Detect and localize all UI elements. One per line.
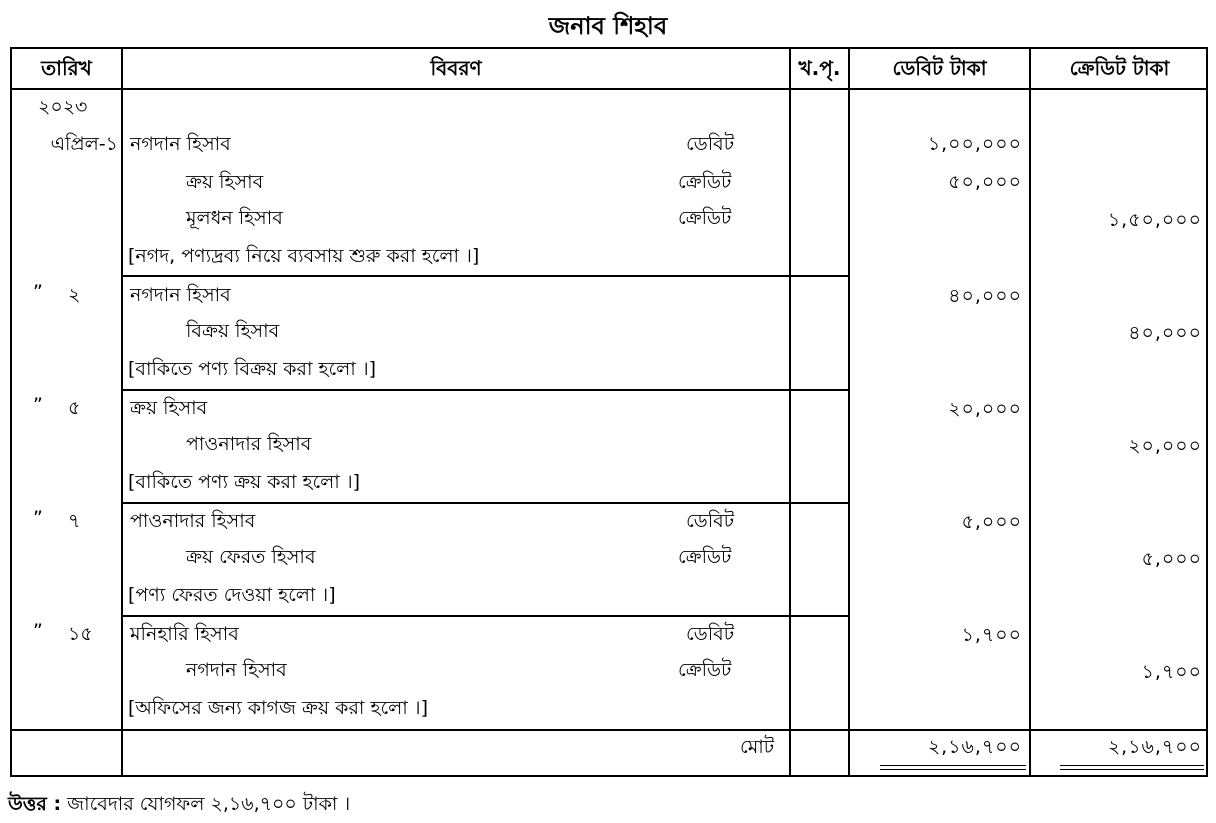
narration: [বাকিতে পণ্য ক্রয় করা হলো ।] <box>128 471 361 493</box>
narration: [বাকিতে পণ্য বিক্রয় করা হলো ।] <box>128 358 377 380</box>
header-description: বিবরণ <box>430 56 482 80</box>
account-name: বিক্রয় হিসাব <box>186 320 280 342</box>
account-name: নগদান হিসাব <box>186 659 287 681</box>
header-ledger-page: খ.পৃ. <box>798 56 841 80</box>
narration: [অফিসের জন্য কাগজ ক্রয় করা হলো ।] <box>128 697 428 719</box>
total-debit: ২,১৬,৭০০ <box>927 736 1022 758</box>
ditto-mark: ” <box>33 281 43 303</box>
credit-amount: ১,৭০০ <box>1141 661 1202 683</box>
answer-line <box>8 790 350 822</box>
total-credit-underline <box>1060 765 1204 770</box>
answer-label: উত্তর : <box>8 793 62 815</box>
entry-side: ক্রেডিট <box>678 546 732 568</box>
entry-date: ৫ <box>68 397 81 419</box>
account-name: মূলধন হিসাব <box>186 207 283 229</box>
entry-side: ডেবিট <box>686 623 735 645</box>
total-debit-underline <box>880 765 1026 770</box>
entry-divider <box>121 389 850 391</box>
debit-amount: ১,৭০০ <box>961 624 1022 646</box>
entry-side: ডেবিট <box>686 510 735 532</box>
total-label: মোট <box>740 736 775 758</box>
account-name: মনিহারি হিসাব <box>130 623 239 645</box>
entry-divider <box>121 615 850 617</box>
entry-date: ২ <box>68 284 81 306</box>
narration: [নগদ, পণ্যদ্রব্য নিয়ে ব্যবসায় শুরু করা হলো ।] <box>128 245 480 267</box>
narration: [পণ্য ফেরত দেওয়া হলো ।] <box>128 584 336 606</box>
entry-date: এপ্রিল-১ <box>50 133 118 155</box>
account-name: ক্রয় হিসাব <box>186 171 264 193</box>
column-divider <box>121 47 123 777</box>
header-credit: ক্রেডিট টাকা <box>1069 56 1170 80</box>
entry-side: ক্রেডিট <box>678 171 732 193</box>
debit-amount: ৫,০০০ <box>961 511 1022 533</box>
account-name: ক্রয় হিসাব <box>130 397 208 419</box>
entry-side: ডেবিট <box>686 133 735 155</box>
debit-amount: ২০,০০০ <box>948 398 1022 420</box>
entry-side: ক্রেডিট <box>678 207 732 229</box>
account-name: নগদান হিসাব <box>130 133 231 155</box>
credit-amount: ৪০,০০০ <box>1128 322 1202 344</box>
ditto-mark: ” <box>33 620 43 642</box>
header-debit: ডেবিট টাকা <box>892 56 987 80</box>
ditto-mark: ” <box>33 507 43 529</box>
total-divider <box>10 729 1208 731</box>
year-label: ২০২৩ <box>38 96 88 118</box>
header-date: তারিখ <box>41 56 92 80</box>
account-name: পাওনাদার হিসাব <box>186 433 312 455</box>
column-divider <box>789 47 791 777</box>
account-name: পাওনাদার হিসাব <box>130 510 256 532</box>
entry-date: ৭ <box>68 510 81 532</box>
ditto-mark: ” <box>33 394 43 416</box>
entry-side: ক্রেডিট <box>678 659 732 681</box>
page-title: জনাব শিহাব <box>548 12 668 40</box>
credit-amount: ২০,০০০ <box>1128 435 1202 457</box>
answer-text: জাবেদার যোগফল ২,১৬,৭০০ টাকা । <box>67 793 351 815</box>
entry-divider <box>121 275 850 277</box>
debit-amount: ৫০,০০০ <box>948 171 1022 193</box>
credit-amount: ১,৫০,০০০ <box>1107 209 1202 231</box>
account-name: নগদান হিসাব <box>130 284 231 306</box>
header-divider <box>10 88 1208 90</box>
account-name: ক্রয় ফেরত হিসাব <box>186 546 316 568</box>
credit-amount: ৫,০০০ <box>1141 548 1202 570</box>
total-credit: ২,১৬,৭০০ <box>1107 736 1202 758</box>
debit-amount: ১,০০,০০০ <box>927 133 1022 155</box>
entry-date: ১৫ <box>68 623 93 645</box>
entry-divider <box>121 502 850 504</box>
debit-amount: ৪০,০০০ <box>948 285 1022 307</box>
